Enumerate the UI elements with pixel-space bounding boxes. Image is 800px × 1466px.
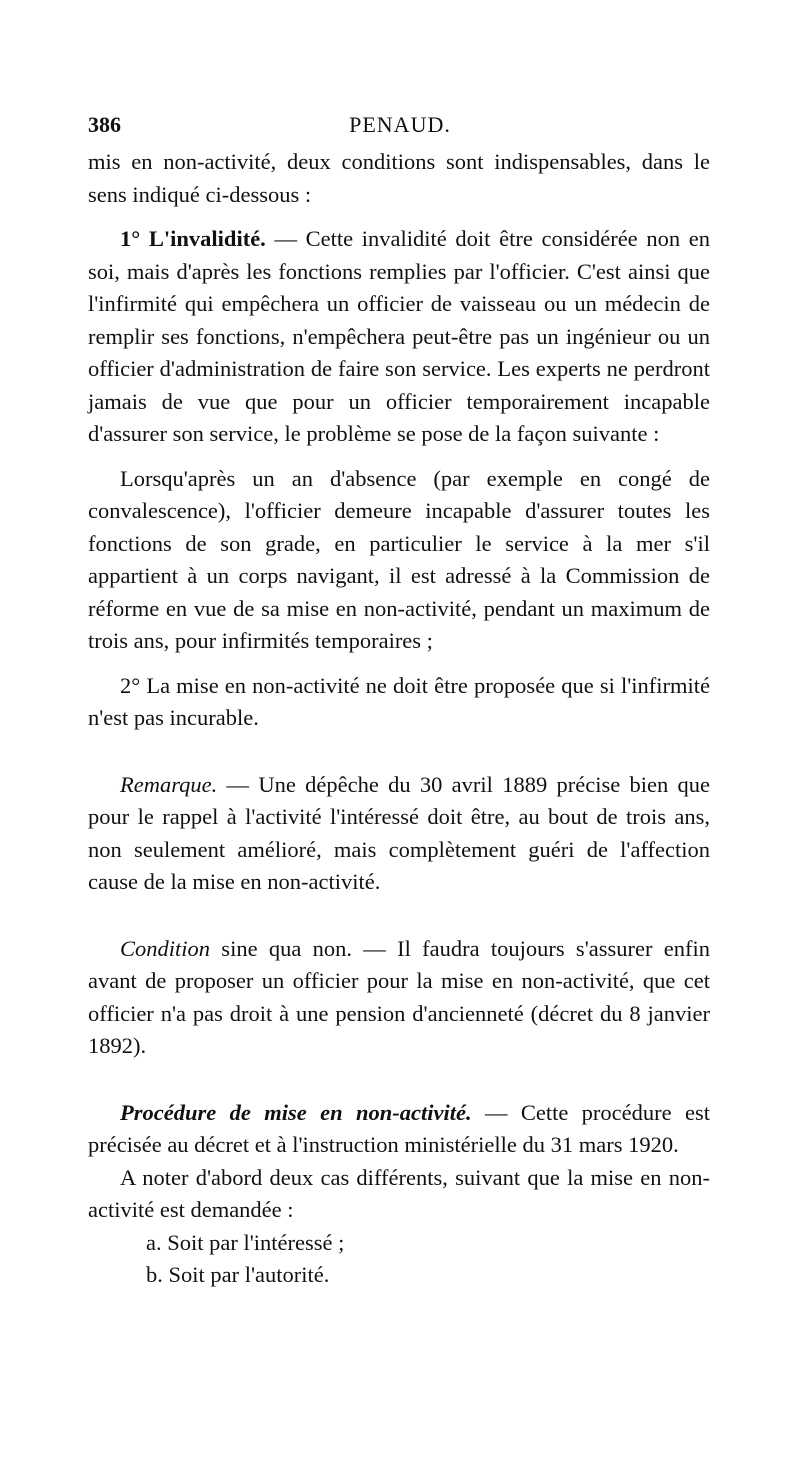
remark-lead: Remarque. (120, 771, 218, 797)
paragraph-text: — Cette procédure est précisée au décret et à l'instruction ministérielle du 31 mars 1920. (88, 1099, 710, 1157)
page-header (88, 112, 712, 142)
item-lead: 1° L'invalidité. (120, 226, 266, 251)
paragraph-continuation: mis en non-activité, deux conditions sont indispensables, dans le sens indiqué ci-dessous : (88, 149, 710, 207)
paragraph-a-noter: A noter d'abord deux cas différents, suivant que la mise en non-activité est demandée : (88, 1164, 710, 1222)
paragraph-lorsque: Lorsqu'après un an d'absence (par exemple en congé de convalescence), l'officier demeure incapable d'assurer toutes les fonctions de son grade, en particulier le service à la mer s'il appartient à un corps navigant, il est adressé à la Commission de réforme en vue de sa mise en non-activité, pendant un maximum de trois ans, pour infirmités temporaires ; (88, 465, 710, 653)
paragraph-remarque (88, 769, 710, 899)
page-body (88, 146, 710, 1292)
paragraph-text: sine qua non. — Il faudra toujours s'assurer enfin avant de proposer un officier pour la mise en non-activité, que cet officier n'a pas droit à une pension d'ancienneté (décret du 8 janvier 1892). (88, 935, 710, 1058)
paragraph-invalidite (88, 223, 710, 451)
list-item: a. Soit par l'intéressé ; (146, 1229, 345, 1255)
page-number: 386 (88, 112, 121, 137)
procedure-heading: Procédure de mise en non-activité. (120, 1099, 472, 1125)
paragraph-text: — Cette invalidité doit être considérée non en soi, mais d'après les fonctions remplies par l'officier. C'est ainsi que l'infirmité qui empêchera un officier de vaisseau ou un médecin de remplir ses fonctions, n'empêchera peut-être pas un ingénieur ou un officier d'administration de faire son service. Les experts ne perdront jamais de vue que pour un officier temporairement incapable d'assurer son service, le problème se pose de la façon suivante : (88, 226, 710, 446)
paragraph-procedure (88, 1097, 710, 1162)
paragraph-condition-sine-qua-non (88, 933, 710, 1063)
paragraph-condition-2: 2° La mise en non-activité ne doit être proposée que si l'infirmité n'est pas incurable. (88, 672, 710, 730)
condition-lead: Condition (120, 935, 211, 961)
paragraph-text: — Une dépêche du 30 avril 1889 précise bien que pour le rappel à l'activité l'intéressé doit être, au bout de trois ans, non seulement amélioré, mais complètement guéri de l'affection cause de la mise en non-activité. (88, 771, 710, 894)
case-list (88, 1227, 710, 1292)
running-head: PENAUD. (349, 112, 451, 137)
list-item: b. Soit par l'autorité. (146, 1262, 330, 1287)
